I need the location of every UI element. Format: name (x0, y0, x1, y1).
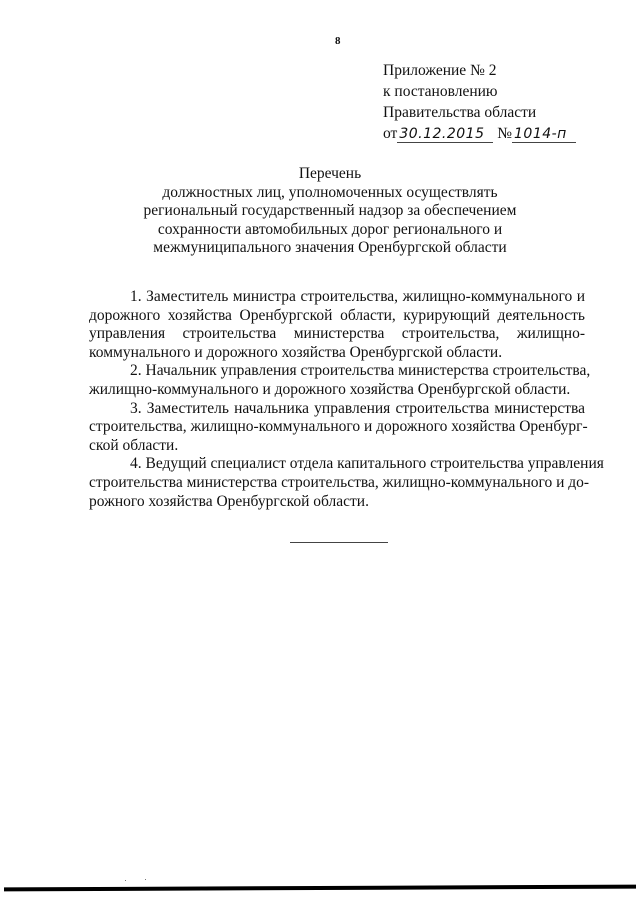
text-line: 3. Заместитель начальника управления строительства министерства (130, 399, 585, 417)
title-line: региональный государственный надзор за обеспечением (143, 202, 517, 219)
text-line: жилищно-коммунального и дорожного хозяйства Оренбургской области. (89, 380, 571, 398)
list-item-4 (89, 455, 604, 511)
title-line: должностных лиц, уполномоченных осуществлять (162, 183, 498, 201)
title-heading: Перечень (298, 165, 362, 182)
appendix-date-line (383, 123, 576, 144)
handwritten-date: 30.12.2015 (397, 127, 493, 143)
text-line: 4. Ведущий специалист отдела капитального строительства управления (130, 455, 604, 473)
text-line: 2. Начальник управления строительства министерства строительства, (130, 362, 591, 380)
text-line: строительства, жилищно-коммунального и дорожного хозяйства Оренбург- (89, 418, 588, 436)
page-number: 8 (335, 35, 341, 47)
list-item-2 (89, 362, 591, 399)
scan-speck (125, 880, 126, 881)
document-title (100, 165, 560, 258)
text-line: строительства министерства строительства, жилищно-коммунального и до- (89, 473, 590, 491)
list-item-3 (89, 399, 588, 456)
text-line: ской области. (89, 436, 179, 454)
appendix-reference: к постановлению (383, 83, 498, 100)
text-line: управления строительства министерства строительства, жилищно- (89, 325, 585, 343)
list-item-1 (89, 288, 585, 362)
text-line: коммунального и дорожного хозяйства Оренбургской области. (89, 343, 503, 361)
appendix-title: Приложение № 2 (383, 62, 497, 79)
number-prefix: № (497, 125, 512, 142)
date-prefix: от (383, 125, 398, 142)
text-line: 1. Заместитель министра строительства, жилищно-коммунального и (130, 288, 585, 305)
title-line: сохранности автомобильных дорог регионального и (157, 220, 503, 238)
appendix-authority: Правительства области (383, 104, 537, 121)
scan-speck (145, 879, 146, 880)
text-line: дорожного хозяйства Оренбургской области, курирующий деятельность (89, 306, 585, 324)
officials-list (89, 288, 604, 511)
scan-bottom-edge (4, 885, 636, 892)
appendix-header (383, 60, 576, 144)
title-line: межмуниципального значения Оренбургской области (153, 239, 507, 256)
handwritten-number: 1014-п (512, 127, 576, 143)
text-line: рожного хозяйства Оренбургской области. (89, 492, 369, 510)
end-separator-line (290, 542, 388, 543)
